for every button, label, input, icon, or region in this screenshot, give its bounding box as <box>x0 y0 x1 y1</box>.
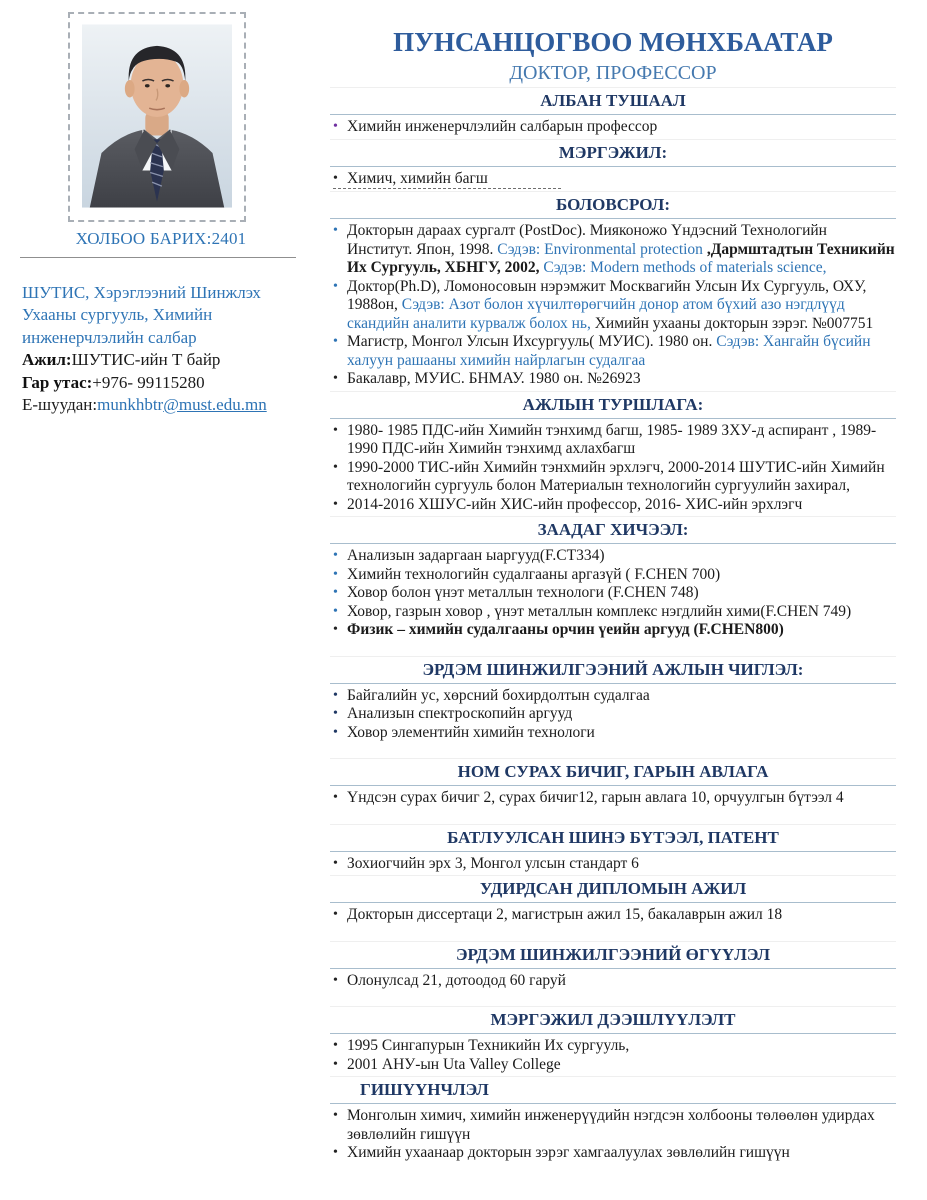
bullet-icon: • <box>333 855 338 871</box>
section-items <box>330 118 896 137</box>
section-title: МЭРГЭЖИЛ ДЭЭШЛҮҮЛЭЛТ <box>330 1006 896 1034</box>
bullet-icon: • <box>333 724 338 740</box>
list-item-text: 1990-2000 ТИС-ийн Химийн тэнхмийн эрхлэгч, 2000-2014 ШУТИС-ийн Химийн технологийн сургууль болон Материалын технологийн сургуулийн захирал, <box>347 458 885 494</box>
section-uguulel <box>330 941 896 991</box>
list-item <box>330 906 896 925</box>
email-label: Е-шуудан: <box>22 395 98 415</box>
section-zaadag-hicheel <box>330 516 896 640</box>
list-item-text: Ховор элементийн химийн технологи <box>347 723 595 741</box>
bullet-icon: • <box>333 170 338 186</box>
list-item <box>330 547 896 566</box>
section-title: ГИШҮҮНЧЛЭЛ <box>330 1076 896 1104</box>
list-item <box>330 370 896 389</box>
list-item-text: Байгалийн ус, хөрсний бохирдолтын судалгаа <box>347 686 650 704</box>
list-item-text: Анализын задаргаан ыаргууд(F.CT334) <box>347 547 605 564</box>
bullet-icon: • <box>333 548 338 563</box>
section-title: ЗААДАГ ХИЧЭЭЛ: <box>330 516 896 544</box>
section-items <box>330 170 896 190</box>
work-line <box>22 349 284 371</box>
list-item <box>330 705 896 724</box>
bullet-icon: • <box>333 422 338 438</box>
bullet-icon: • <box>333 1056 338 1072</box>
section-nom-surah-bichig <box>330 758 896 808</box>
email-link[interactable] <box>97 395 267 414</box>
section-title: БОЛОВСРОЛ: <box>330 191 896 219</box>
list-item-text: Докторын дараах сургалт (PostDoc). Мияконожо Үндэсний Технологийн Институт. Япон, 1998. Сэдэв: Environmental protection ,Дармштадтын Техникийн Их Сургууль, ХБНГУ, 2002, Сэдэв: Modern methods of materials science, <box>347 222 895 276</box>
bullet-icon: • <box>333 1108 338 1123</box>
section-title: АЖЛЫН ТУРШЛАГА: <box>330 391 896 419</box>
bullet-icon: • <box>333 907 338 922</box>
section-items <box>330 1037 896 1074</box>
sections <box>330 87 896 1163</box>
section-title: АЛБАН ТУШААЛ <box>330 87 896 115</box>
section-items <box>330 906 896 925</box>
contact-block <box>22 282 284 416</box>
list-item <box>330 1107 896 1144</box>
list-item <box>330 170 896 189</box>
list-item <box>330 496 896 515</box>
list-item-text: 2001 АНУ-ын Uta Valley College <box>347 1055 561 1073</box>
bullet-icon: • <box>333 278 338 294</box>
list-item-text: 1980- 1985 ПДС-ийн Химийн тэнхимд багш, 1985- 1989 ЗХУ-д аспирант , 1989-1990 ПДС-ийн Химийн тэнхимд ахлахбагш <box>347 421 877 457</box>
list-item <box>330 789 896 808</box>
list-item-text: Магистр, Монгол Улсын Ихсургууль( МУИС). 1980 он. Сэдэв: Хангайн бүсийн халуун рашааны химийн найрлагын судалгаа <box>347 333 871 369</box>
email-user: munkhbtr <box>97 395 164 415</box>
bullet-icon: • <box>333 1145 338 1160</box>
email-domain: @must.edu.mn <box>163 395 267 415</box>
section-title: ЭРДЭМ ШИНЖИЛГЭЭНИЙ АЖЛЫН ЧИГЛЭЛ: <box>330 656 896 684</box>
section-mergejil <box>330 139 896 190</box>
list-item-text: Үндсэн сурах бичиг 2, сурах бичиг12, гарын авлага 10, орчуулгын бүтээл 4 <box>347 789 844 806</box>
bullet-icon: • <box>333 1038 338 1053</box>
section-erdem-chiglel <box>330 656 896 743</box>
list-item-text: Химийн технологийн судалгааны аргазүй ( F.CHEN 700) <box>347 565 721 583</box>
person-title: ДОКТОР, ПРОФЕССОР <box>509 62 717 84</box>
list-item <box>330 1056 896 1075</box>
bullet-icon: • <box>333 119 338 134</box>
list-item-text: Анализын спектроскопийн аргууд <box>347 705 573 722</box>
work-value: ШУТИС-ийн Т байр <box>71 350 221 370</box>
bullet-icon: • <box>333 334 338 349</box>
work-label: Ажил: <box>22 350 72 370</box>
bullet-icon: • <box>333 622 338 637</box>
list-item <box>330 118 896 137</box>
section-items <box>330 547 896 640</box>
list-item-text: 2014-2016 ХШУС-ийн ХИС-ийн профессор, 2016- ХИС-ийн эрхлэгч <box>347 495 803 513</box>
list-item-text: Докторын диссертаци 2, магистрын ажил 15, бакалаврын ажил 18 <box>347 906 783 923</box>
bullet-icon: • <box>333 603 338 619</box>
bullet-icon: • <box>333 585 338 600</box>
section-ajliin-turshlaga <box>330 391 896 515</box>
list-item <box>330 566 896 585</box>
bullet-icon: • <box>333 496 338 512</box>
section-gishuunchlel <box>330 1076 896 1163</box>
list-item <box>330 972 896 991</box>
sidebar <box>20 12 310 416</box>
list-item-text: Зохиогчийн эрх 3, Монгол улсын стандарт 6 <box>347 854 639 872</box>
section-alban-tushaal <box>330 87 896 137</box>
portrait-photo <box>82 22 232 210</box>
list-item-text: 1995 Сингапурын Техникийн Их сургууль, <box>347 1037 630 1054</box>
section-title: БАТЛУУЛСАН ШИНЭ БҮТЭЭЛ, ПАТЕНТ <box>330 824 896 852</box>
portrait-photo-frame <box>68 12 246 222</box>
phone-value: +976- 99115280 <box>92 372 205 392</box>
list-item <box>330 621 896 640</box>
bullet-icon: • <box>333 972 338 988</box>
section-patent <box>330 824 896 874</box>
list-item <box>330 687 896 706</box>
list-item <box>330 724 896 743</box>
list-item-text: Химийн ухаанаар докторын зэрэг хамгаалуулах зөвлөлийн гишүүн <box>347 1144 790 1161</box>
section-items <box>330 1107 896 1163</box>
list-item <box>330 1144 896 1163</box>
bullet-icon: • <box>333 790 338 805</box>
list-item <box>330 422 896 459</box>
section-title: НОМ СУРАХ БИЧИГ, ГАРЫН АВЛАГА <box>330 758 896 786</box>
list-item <box>330 584 896 603</box>
list-item-text: Физик – химийн судалгааны орчин үеийн аргууд (F.CHEN800) <box>347 621 784 638</box>
section-items <box>330 972 896 991</box>
list-item-text: Химич, химийн багш <box>347 169 488 187</box>
dashed-separator <box>333 188 561 189</box>
section-items <box>330 855 896 874</box>
list-item <box>330 333 896 370</box>
phone-line <box>22 372 284 394</box>
list-item <box>330 222 896 278</box>
email-line <box>22 394 284 416</box>
section-items <box>330 789 896 808</box>
list-item-text: Бакалавр, МУИС. БНМАУ. 1980 он. №26923 <box>347 370 641 387</box>
list-item-text: Монголын химич, химийн инженерүүдийн нэгдсэн холбооны төлөөлөн удирдах зөвлөлийн гишүүн <box>347 1107 875 1143</box>
bullet-icon: • <box>333 459 338 475</box>
section-bolovsrol <box>330 191 896 389</box>
organization-text: ШУТИС, Хэрэглээний Шинжлэх Ухааны сургууль, Химийн инженерчлэлийн салбар <box>22 283 261 347</box>
section-udirdsan-diplom <box>330 875 896 925</box>
list-item <box>330 603 896 622</box>
section-title: УДИРДСАН ДИПЛОМЫН АЖИЛ <box>330 875 896 903</box>
section-title: ЭРДЭМ ШИНЖИЛГЭЭНИЙ ӨГҮҮЛЭЛ <box>330 941 896 969</box>
bullet-icon: • <box>333 223 338 238</box>
list-item <box>330 278 896 334</box>
section-items <box>330 422 896 515</box>
list-item-text: Олонулсад 21, дотоодод 60 гаруй <box>347 971 566 989</box>
list-item <box>330 1037 896 1056</box>
contact-extension-label: ХОЛБОО БАРИХ:2401 <box>75 229 247 248</box>
main-column <box>330 26 896 1163</box>
list-item <box>330 459 896 496</box>
section-items <box>330 687 896 743</box>
section-deeshluulelt <box>330 1006 896 1074</box>
bullet-icon: • <box>333 371 338 386</box>
list-item-text: Химийн инженерчлэлийн салбарын профессор <box>347 118 658 135</box>
person-name: ПУНСАНЦОГВОО МӨНХБААТАР <box>393 27 833 57</box>
phone-label: Гар утас: <box>22 372 93 392</box>
bullet-icon: • <box>333 566 338 582</box>
section-title: МЭРГЭЖИЛ: <box>330 139 896 167</box>
section-items <box>330 222 896 389</box>
list-item <box>330 855 896 874</box>
list-item-text: Доктор(Ph.D), Ломоносовын нэрэмжит Москвагийн Улсын Их Сургууль, ОХУ, 1988он, Сэдэв: Азот болон хүчилтөрөгчийн донор атом бүхий азо нэгдлүүд скандийн аналити курвалж болох нь, Химийн ухааны докторын зэрэг. №007751 <box>347 277 874 332</box>
bullet-icon: • <box>333 687 338 703</box>
list-item-text: Ховор болон үнэт металлын технологи (F.CHEN 748) <box>347 584 699 601</box>
list-item-text: Ховор, газрын ховор , үнэт металлын комплекс нэгдлийн хими(F.CHEN 749) <box>347 602 852 620</box>
sidebar-divider <box>20 257 296 258</box>
bullet-icon: • <box>333 706 338 721</box>
